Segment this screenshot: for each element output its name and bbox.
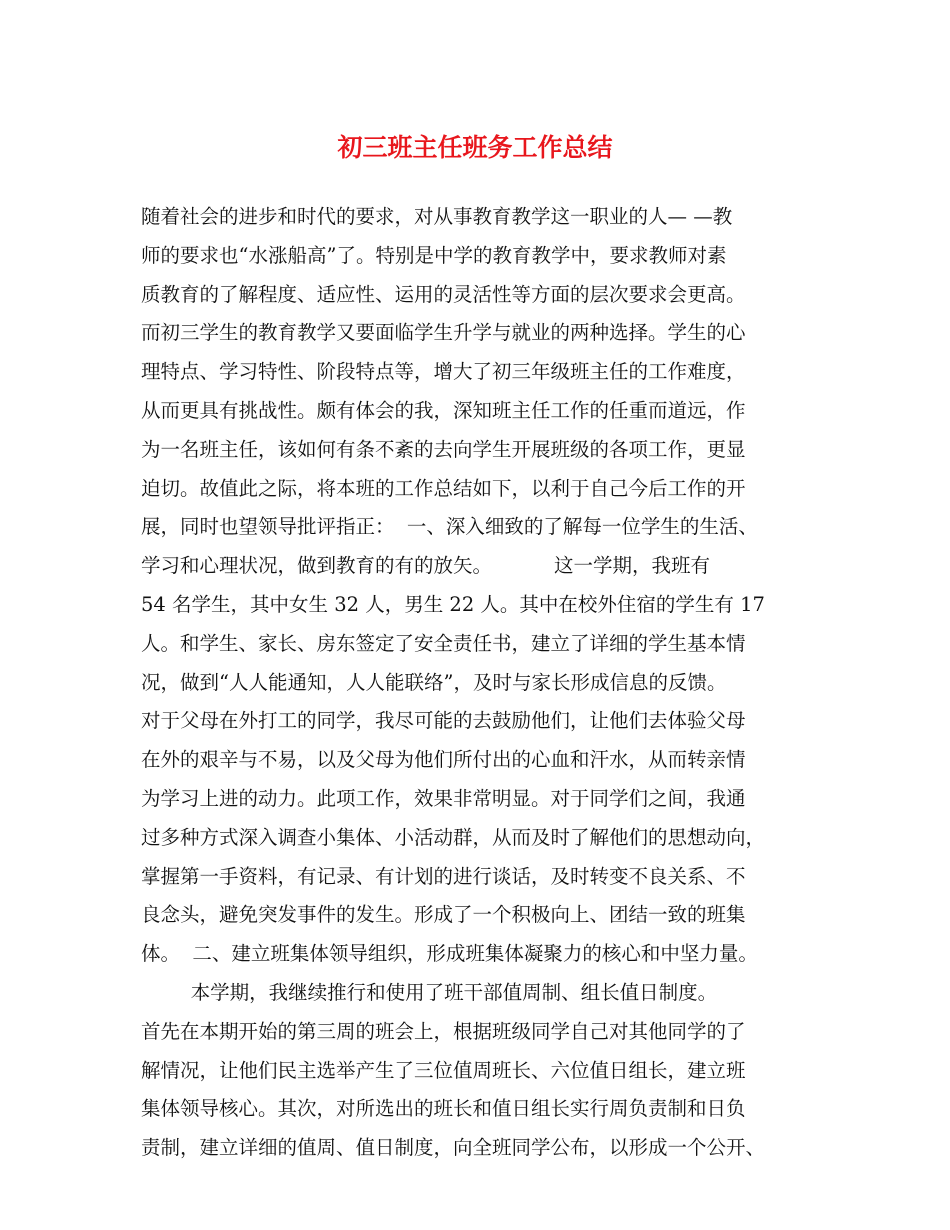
body-line: 良念头，避免突发事件的发生。形成了一个积极向上、团结一致的班集: [141, 903, 746, 927]
body-line: 为一名班主任，该如何有条不紊的去向学生开展班级的各项工作，更显: [141, 437, 746, 461]
body-line: 展，同时也望领导批评指正： 一、深入细致的了解每一位学生的生活、: [141, 515, 758, 539]
body-line: 而初三学生的教育教学又要面临学生升学与就业的两种选择。学生的心: [141, 321, 746, 345]
body-line: 首先在本期开始的第三周的班会上，根据班级同学自己对其他同学的了: [141, 1019, 746, 1043]
body-line: 况，做到“人人能通知，人人能联络”，及时与家长形成信息的反馈。: [141, 670, 727, 694]
body-line: 为学习上进的动力。此项工作，效果非常明显。对于同学们之间，我通: [141, 786, 746, 810]
body-line: 理特点、学习特性、阶段特点等，增大了初三年级班主任的工作难度，: [141, 360, 746, 384]
body-line: 过多种方式深入调查小集体、小活动群，从而及时了解他们的思想动向，: [141, 825, 766, 849]
body-line: 解情况，让他们民主选举产生了三位值周班长、六位值日组长，建立班: [141, 1058, 746, 1082]
body-line: 质教育的了解程度、适应性、运用的灵活性等方面的层次要求会更高。: [141, 282, 746, 306]
body-line: 54 名学生，其中女生 32 人，男生 22 人。其中在校外住宿的学生有 17: [141, 592, 765, 616]
body-line: 体。 二、建立班集体领导组织，形成班集体凝聚力的核心和中坚力量。: [141, 942, 758, 966]
document-title: 初三班主任班务工作总结: [337, 133, 613, 162]
body-line: 随着社会的进步和时代的要求，对从事教育教学这一职业的人— —教: [141, 205, 733, 228]
body-line: 迫切。故值此之际，将本班的工作总结如下，以利于自己今后工作的开: [141, 476, 746, 500]
body-line: 在外的艰辛与不易，以及父母为他们所付出的心血和汗水，从而转亲情: [141, 748, 746, 772]
body-line: 师的要求也“水涨船高”了。特别是中学的教育教学中，要求教师对素: [141, 243, 727, 267]
body-line: 集体领导核心。其次，对所选出的班长和值日组长实行周负责制和日负: [141, 1097, 746, 1121]
body-line: 责制，建立详细的值周、值日制度，向全班同学公布，以形成一个公开、: [141, 1136, 766, 1160]
document-body: [141, 198, 841, 1168]
body-line: 人。和学生、家长、房东签定了安全责任书，建立了详细的学生基本情: [141, 631, 746, 655]
body-line: 从而更具有挑战性。颇有体会的我，深知班主任工作的任重而道远，作: [141, 398, 746, 422]
body-line: 学习和心理状况，做到教育的有的放矢。 这一学期，我班有: [141, 554, 710, 578]
body-line: 对于父母在外打工的同学，我尽可能的去鼓励他们，让他们去体验父母: [141, 709, 746, 733]
body-line: 本学期，我继续推行和使用了班干部值周制、组长值日制度。: [141, 980, 718, 1004]
body-line: 掌握第一手资料，有记录、有计划的进行谈话，及时转变不良关系、不: [141, 864, 746, 888]
